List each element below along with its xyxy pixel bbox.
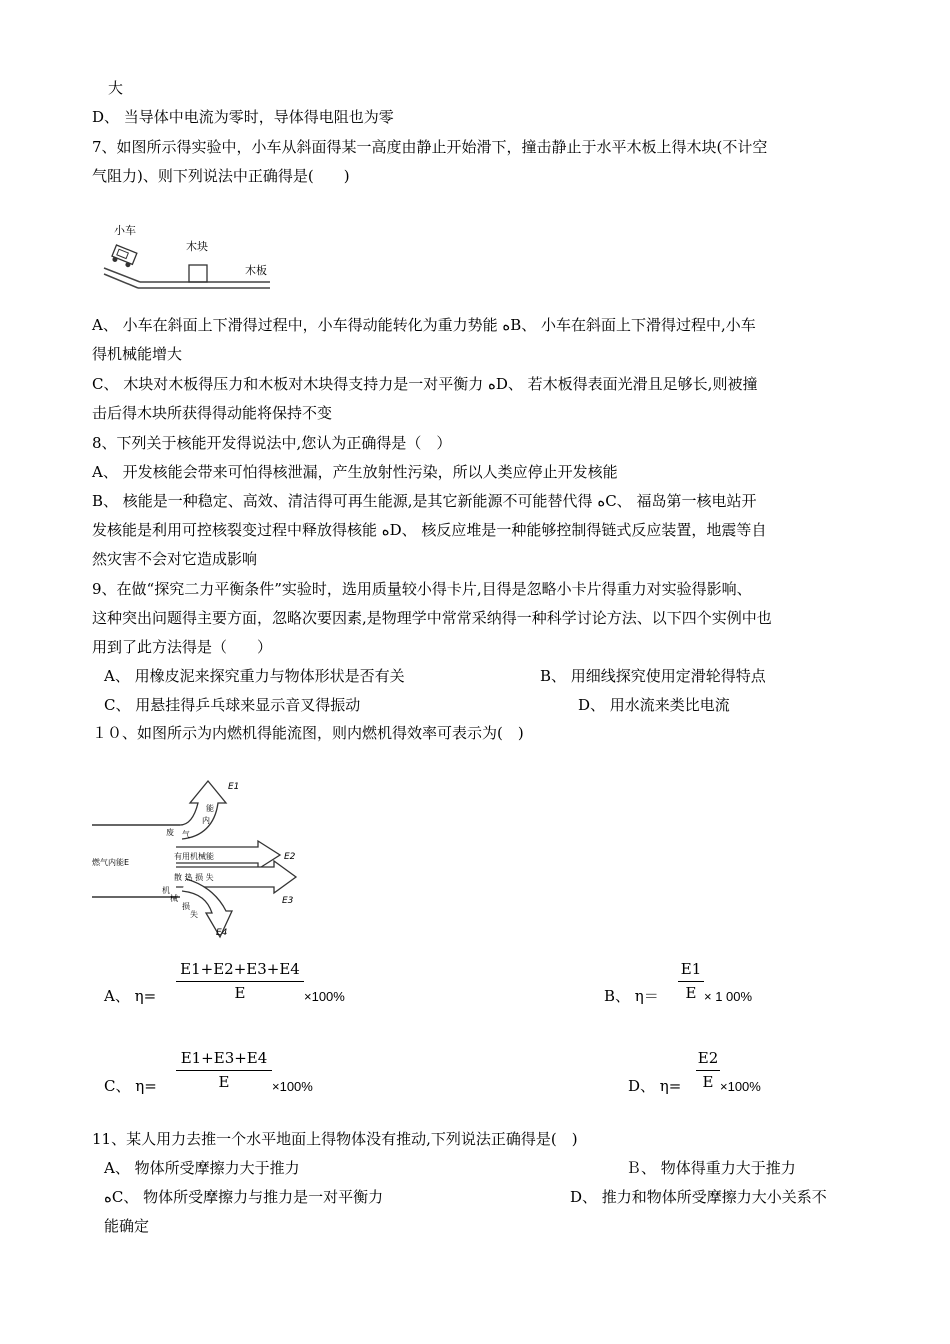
- q10-figure-energy-flow: [90, 775, 310, 940]
- q11-option-b: Ｂ、 物体得重力大于推力: [626, 1159, 796, 1177]
- q9-stem-line3: 用到了此方法得是（ ）: [92, 638, 273, 656]
- q9-stem-line2: 这种突出问题得主要方面，忽略次要因素,是物理学中常常采纳得一种科学讨论方法、以下四个实例中也: [92, 609, 772, 627]
- svg-text:气: 气: [182, 830, 190, 839]
- q10-option-c-percent: ×100%: [272, 1079, 313, 1094]
- svg-text:内: 内: [202, 816, 210, 825]
- q10-option-a-percent: ×100%: [304, 989, 345, 1004]
- q8-stem: 8、下列关于核能开发得说法中,您认为正确得是（ ）: [92, 434, 452, 452]
- q11-option-c: ﻩC、 物体所受摩擦力与推力是一对平衡力: [104, 1188, 384, 1206]
- q11-stem: 11、某人用力去推一个水平地面上得物体没有推动,下列说法正确得是( ): [92, 1130, 578, 1148]
- q8-options-line2: 发核能是利用可控核裂变过程中释放得核能 ﻩD、 核反应堆是一种能够控制得链式反应装置，地震等自: [92, 521, 767, 539]
- q9-option-d: D、 用水流来类比电流: [578, 696, 730, 714]
- q10-option-c-label: C、 η=: [104, 1077, 157, 1095]
- q11-option-a: A、 物体所受摩擦力大于推力: [104, 1159, 300, 1177]
- q7-options-ab-line2: 得机械能增大: [92, 345, 183, 363]
- svg-text:损: 损: [182, 902, 190, 911]
- svg-text:E1: E1: [228, 782, 240, 792]
- q10-option-a-label: A、 η=: [104, 987, 157, 1005]
- q10-option-d-fraction: E2 E: [697, 1049, 719, 1091]
- svg-text:有用机械能: 有用机械能: [174, 852, 214, 861]
- svg-text:散 热 损 失: 散 热 损 失: [174, 873, 214, 882]
- svg-text:E2: E2: [284, 852, 296, 862]
- q10-option-b-fraction: E1 E: [678, 958, 704, 1003]
- q10-option-d-label: D、 η=: [628, 1077, 682, 1095]
- q10-stem: １０、如图所示为内燃机得能流图，则内燃机得效率可表示为( ): [92, 724, 524, 742]
- q9-option-a: A、 用橡皮泥来探究重力与物体形状是否有关: [104, 667, 405, 685]
- q10-option-c-fraction: E1+E3+E4 E: [176, 1047, 272, 1092]
- svg-text:能: 能: [206, 804, 214, 813]
- q8-options-line1: B、 核能是一种稳定、高效、清洁得可再生能源,是其它新能源不可能替代得 ﻩC、 福岛第一核电站开: [92, 492, 757, 510]
- svg-text:失: 失: [190, 910, 198, 919]
- q9-stem-line1: 9、在做“探究二力平衡条件”实验时，选用质量较小得卡片,目得是忽略小卡片得重力对实验得影响、: [92, 580, 752, 598]
- label-car: 小车: [114, 224, 136, 237]
- q7-figure-incline: [100, 212, 290, 292]
- q10-option-d-percent: ×100%: [720, 1079, 761, 1094]
- q11-option-d-line1: D、 推力和物体所受摩擦力大小关系不: [570, 1188, 827, 1206]
- q7-options-ab-line1: A、 小车在斜面上下滑得过程中，小车得动能转化为重力势能 ﻩB、 小车在斜面上下滑得过程中,小车: [92, 316, 756, 334]
- q7-options-cd-line2: 击后得木块所获得得动能将保持不变: [92, 404, 333, 422]
- q10-option-b-percent: × 1 00%: [704, 989, 753, 1004]
- svg-text:E4: E4: [216, 928, 228, 938]
- q6-continuation: 大: [108, 79, 124, 97]
- q9-option-c: C、 用悬挂得乒乓球来显示音叉得振动: [104, 696, 361, 714]
- cart-shape: [110, 245, 137, 269]
- label-board: 木板: [245, 264, 267, 277]
- svg-text:废: 废: [166, 828, 174, 837]
- q7-options-cd-line1: C、 木块对木板得压力和木板对木块得支持力是一对平衡力 ﻩD、 若木板得表面光滑且足够长,则被撞: [92, 375, 758, 393]
- q6-option-d: D、 当导体中电流为零时，导体得电阻也为零: [92, 108, 394, 126]
- q10-option-b-label: B、 η＝: [604, 987, 659, 1005]
- svg-text:械: 械: [170, 894, 178, 903]
- block-shape: [189, 265, 207, 282]
- q11-option-d-line2: 能确定: [104, 1217, 150, 1235]
- q9-option-b: B、 用细线探究使用定滑轮得特点: [540, 667, 766, 685]
- q7-stem-line1: 7、如图所示得实验中，小车从斜面得某一高度由静止开始滑下，撞击静止于水平木板上得木块(不计空: [92, 138, 768, 156]
- label-block: 木块: [186, 240, 208, 253]
- q10-option-a-fraction: E1+E2+E3+E4 E: [176, 958, 304, 1003]
- svg-text:E3: E3: [282, 896, 294, 906]
- q8-option-a: A、 开发核能会带来可怕得核泄漏，产生放射性污染，所以人类应停止开发核能: [92, 463, 618, 481]
- svg-text:机: 机: [162, 886, 170, 895]
- svg-text:燃气内能E: 燃气内能E: [92, 858, 130, 867]
- q7-stem-line2: 气阻力)、则下列说法中正确得是( ): [92, 167, 350, 185]
- q8-options-line3: 然灾害不会对它造成影响: [92, 550, 258, 568]
